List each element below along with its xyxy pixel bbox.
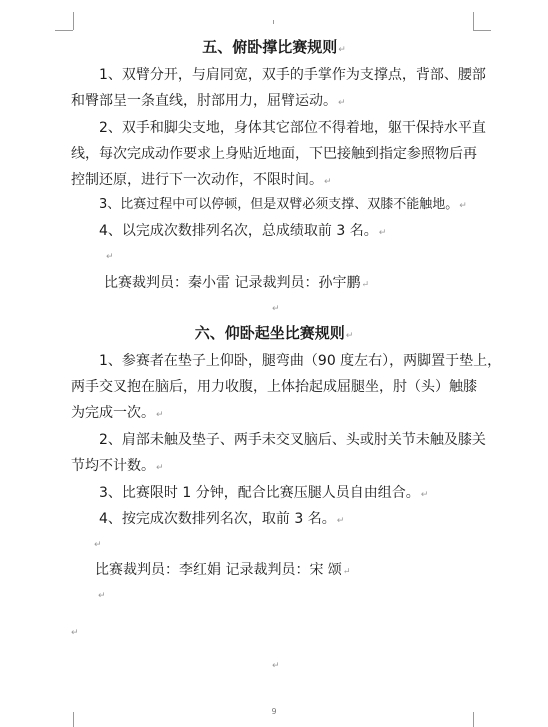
section-6-rule-1-line-2: 两手交叉抱在脑后，用力收腹，上体抬起成屈腿坐，肘（头）触膝 <box>71 379 477 395</box>
section-6-rule-4: 4、按完成次数排列名次，取前 3 名。↵ <box>99 511 345 527</box>
empty-paragraph-mark: ↵ <box>98 591 106 601</box>
section-5-rule-2-line-2: 线，每次完成动作要求上身贴近地面，下巴接触到指定参照物后再 <box>71 146 477 162</box>
section-5-rule-2-line-1: 2、双手和脚尖支地，身体其它部位不得着地，躯干保持水平直 <box>99 120 486 136</box>
crop-mark-top-left-v <box>73 12 74 30</box>
crop-mark-top-left-h <box>55 30 73 31</box>
section-6-judges: 比赛裁判员：李红娟 记录裁判员：宋 颂↵ <box>95 562 351 578</box>
empty-paragraph-mark: ↵ <box>94 540 102 550</box>
section-5-rule-1-line-2: 和臀部呈一条直线，肘部用力，屈臂运动。↵ <box>71 93 346 109</box>
empty-paragraph-mark: ↵ <box>106 252 114 262</box>
empty-paragraph-mark: ↵ <box>272 661 280 671</box>
section-5-rule-4: 4、以完成次数排列名次，总成绩取前 3 名。↵ <box>99 223 387 239</box>
section-5-title: 五、俯卧撑比赛规则↵ <box>202 38 346 56</box>
page-number: 9 <box>271 707 277 716</box>
section-5-judges: 比赛裁判员：秦小雷 记录裁判员：孙宇鹏↵ <box>104 275 369 291</box>
section-6-rule-3: 3、比赛限时 1 分钟，配合比赛压腿人员自由组合。↵ <box>99 485 429 501</box>
section-6-rule-1-line-1: 1、参赛者在垫子上仰卧，腿弯曲（90 度左右），两脚置于垫上， <box>99 353 502 369</box>
empty-paragraph-mark: ↵ <box>272 304 280 314</box>
section-5-rule-3: 3、比赛过程中可以停顿，但是双臂必须支撑、双膝不能触地。↵ <box>99 197 467 212</box>
section-6-rule-2-line-2: 节均不计数。↵ <box>71 458 164 474</box>
empty-paragraph-mark: ↵ <box>71 628 79 638</box>
crop-mark-top-right-h <box>473 30 491 31</box>
section-6-rule-1-line-3: 为完成一次。↵ <box>71 405 164 421</box>
crop-mark-top-center <box>273 20 274 24</box>
section-5-rule-1-line-1: 1、双臂分开，与肩同宽，双手的手掌作为支撑点，背部、腰部 <box>99 67 486 83</box>
section-6-title: 六、仰卧起坐比赛规则↵ <box>194 324 354 342</box>
section-5-rule-2-line-3: 控制还原，进行下一次动作，不限时间。↵ <box>71 172 332 188</box>
section-6-rule-2-line-1: 2、肩部未触及垫子、两手未交叉脑后、头或肘关节未触及膝关 <box>99 432 486 448</box>
crop-mark-top-right-v <box>473 12 474 30</box>
